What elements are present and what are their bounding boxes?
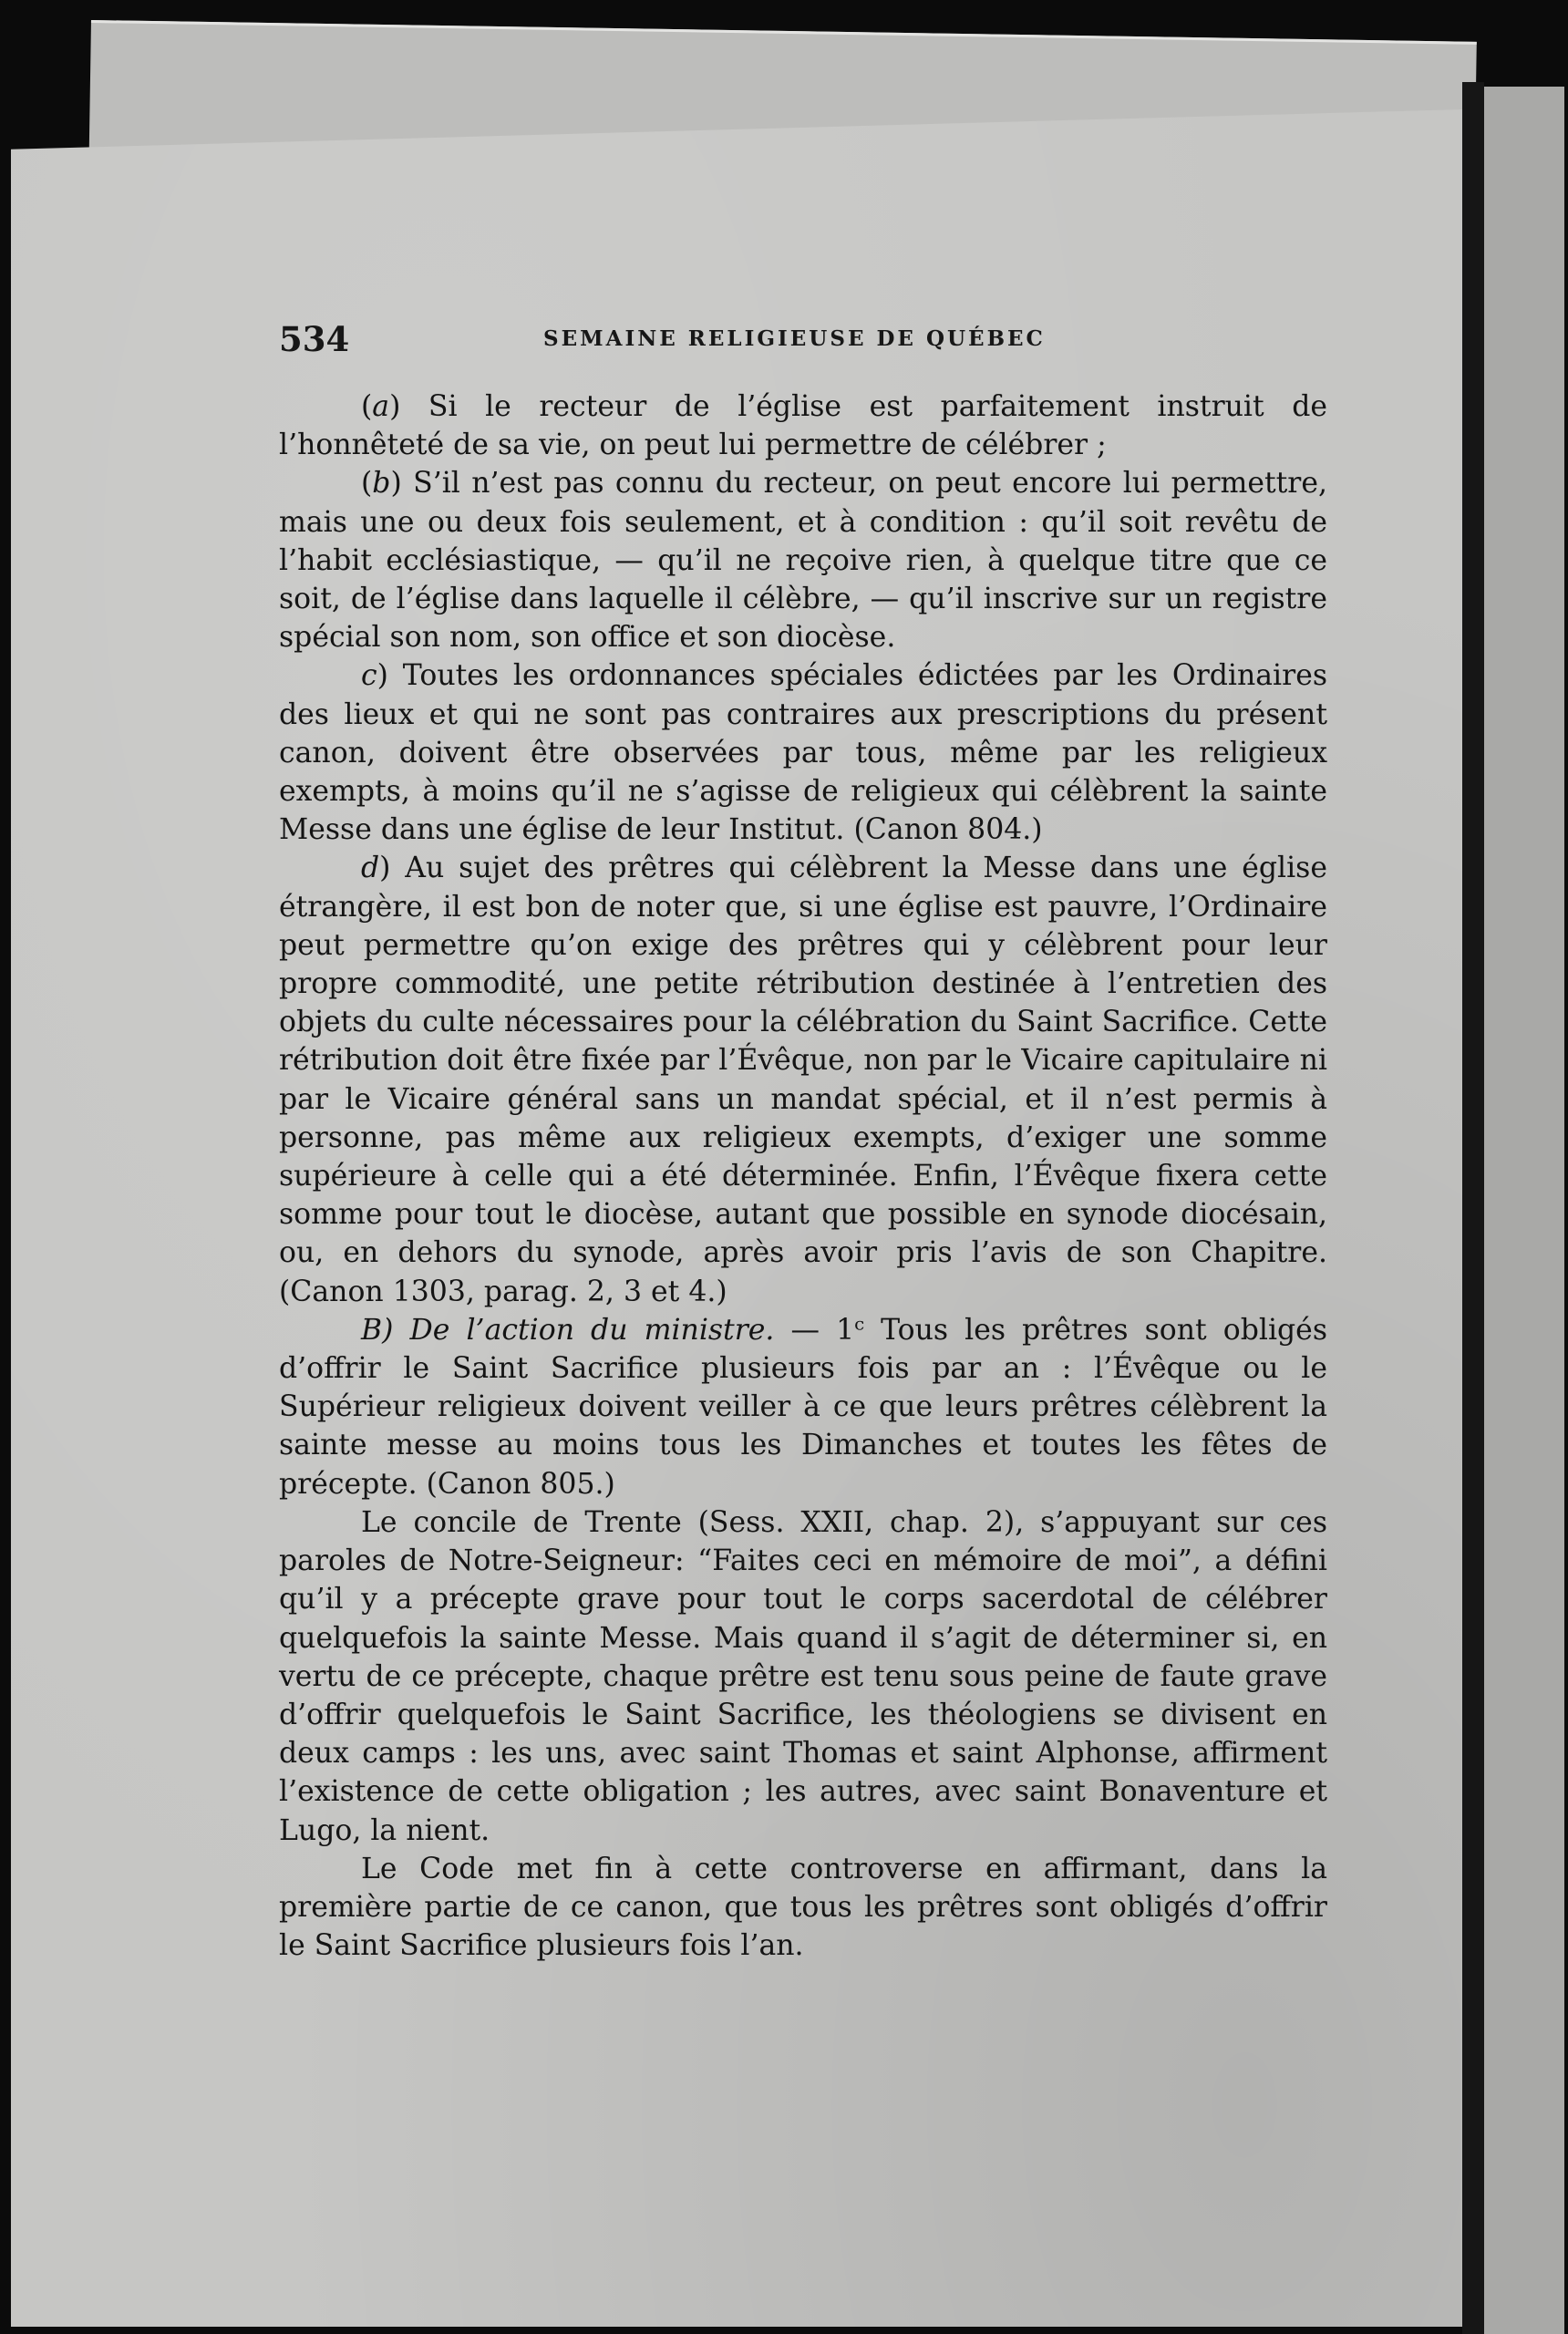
paragraph-marker: a — [372, 390, 390, 423]
running-title: SEMAINE RELIGIEUSE DE QUÉBEC — [543, 326, 1046, 351]
paragraph-marker: b — [372, 467, 391, 501]
paragraph-c — [279, 656, 1327, 849]
paragraph-marker: d — [361, 852, 380, 885]
paragraph-lead-close: ) — [379, 852, 391, 885]
paragraph-d — [279, 849, 1327, 1310]
page-number: 534 — [279, 319, 350, 359]
paragraph-lead: ( — [361, 467, 373, 501]
paragraph-action-ministre — [279, 1311, 1327, 1503]
paragraph-text: Le Code met fin à cette controverse en affirmant, dans la première partie de ce canon, que tous les prêtres sont obligés d’offrir le Saint Sacrifice plusieurs fois l’an. — [279, 1852, 1327, 1963]
paragraph-concile-trente — [279, 1503, 1327, 1850]
body-text — [279, 387, 1327, 1965]
paragraph-text: Toutes les ordonnances spéciales édictées par les Ordinaires des lieux et qui ne sont pas contraires aux prescriptions du présent canon, doivent être observées par tous, même par les religieux exempts, à moins qu’il ne s’agisse de religieux qui célèbrent la sainte Messe dans une église de leur Institut. (Canon 804.) — [279, 659, 1327, 847]
paragraph-lead-close: ) — [389, 390, 401, 423]
paragraph-code — [279, 1850, 1327, 1966]
paragraph-lead: ( — [361, 390, 373, 423]
paragraph-lead-close: ) — [390, 467, 402, 501]
paragraph-lead-close: ) — [377, 659, 388, 693]
paragraph-text: Au sujet des prêtres qui célèbrent la Messe dans une église étrangère, il est bon de noter que, si une église est pauvre, l’Ordinaire peut permettre qu’on exige des prêtres qui y célèbrent pour leur propre commodité, une petite rétribution destinée à l’entretien des objets du culte nécessaires pour la célébration du Saint Sacrifice. Cette rétribution doit être fixée par l’Évêque, non par le Vicaire capitulaire ni par le Vicaire général sans un mandat spécial, et il n’est permis à personne, pas même aux religieux exempts, d’exiger une somme supérieure à celle qui a été déterminée. Enfin, l’Évêque fixera cette somme pour tout le diocèse, autant que possible en synode diocésain, ou, en dehors du synode, après avoir pris l’avis de son Chapitre. (Canon 1303, parag. 2, 3 et 4.) — [279, 852, 1327, 1308]
paragraph-a — [279, 387, 1327, 464]
paragraph-text: — 1ᶜ Tous les prêtres sont obligés d’offrir le Saint Sacrifice plusieurs fois par an : l’Évêque ou le Supérieur religieux doivent veiller à ce que leurs prêtres célèbrent la sainte messe au moins tous les Dimanches et toutes les fêtes de précepte. (Canon 805.) — [279, 1313, 1327, 1501]
paragraph-b — [279, 464, 1327, 656]
running-head — [279, 319, 1200, 359]
section-heading: B) De l’action du ministre. — [361, 1313, 775, 1347]
paragraph-text: S’il n’est pas connu du recteur, on peut encore lui permettre, mais une ou deux fois seulement, et à condition : qu’il soit revêtu de l’habit ecclésiastique, — qu’il ne reçoive rien, à quelque titre que ce soit, de l’église dans laquelle il célèbre, — qu’il inscrive sur un registre spécial son nom, son office et son diocèse. — [279, 467, 1327, 655]
paragraph-text: Si le recteur de l’église est parfaitement instruit de l’honnêteté de sa vie, on peut lui permettre de célébrer ; — [279, 390, 1327, 462]
page-gutter — [1462, 82, 1484, 2334]
facing-page-edge — [1484, 87, 1564, 2334]
paragraph-marker: c — [361, 659, 377, 693]
paragraph-text: Le concile de Trente (Sess. XXII, chap. 2), s’appuyant sur ces paroles de Notre-Seigneur: “Faites ceci en mémoire de moi”, a défini qu’il y a précepte grave pour tout le corps sacerdotal de célébrer quelquefois la sainte Messe. Mais quand il s’agit de déterminer si, en vertu de ce précepte, chaque prêtre est tenu sous peine de faute grave d’offrir quelquefois le Saint Sacrifice, les théologiens se divisent en deux camps : les uns, avec saint Thomas et saint Alphonse, affirment l’existence de cette obligation ; les autres, avec saint Bonaventure et Lugo, la nient. — [279, 1505, 1327, 1847]
